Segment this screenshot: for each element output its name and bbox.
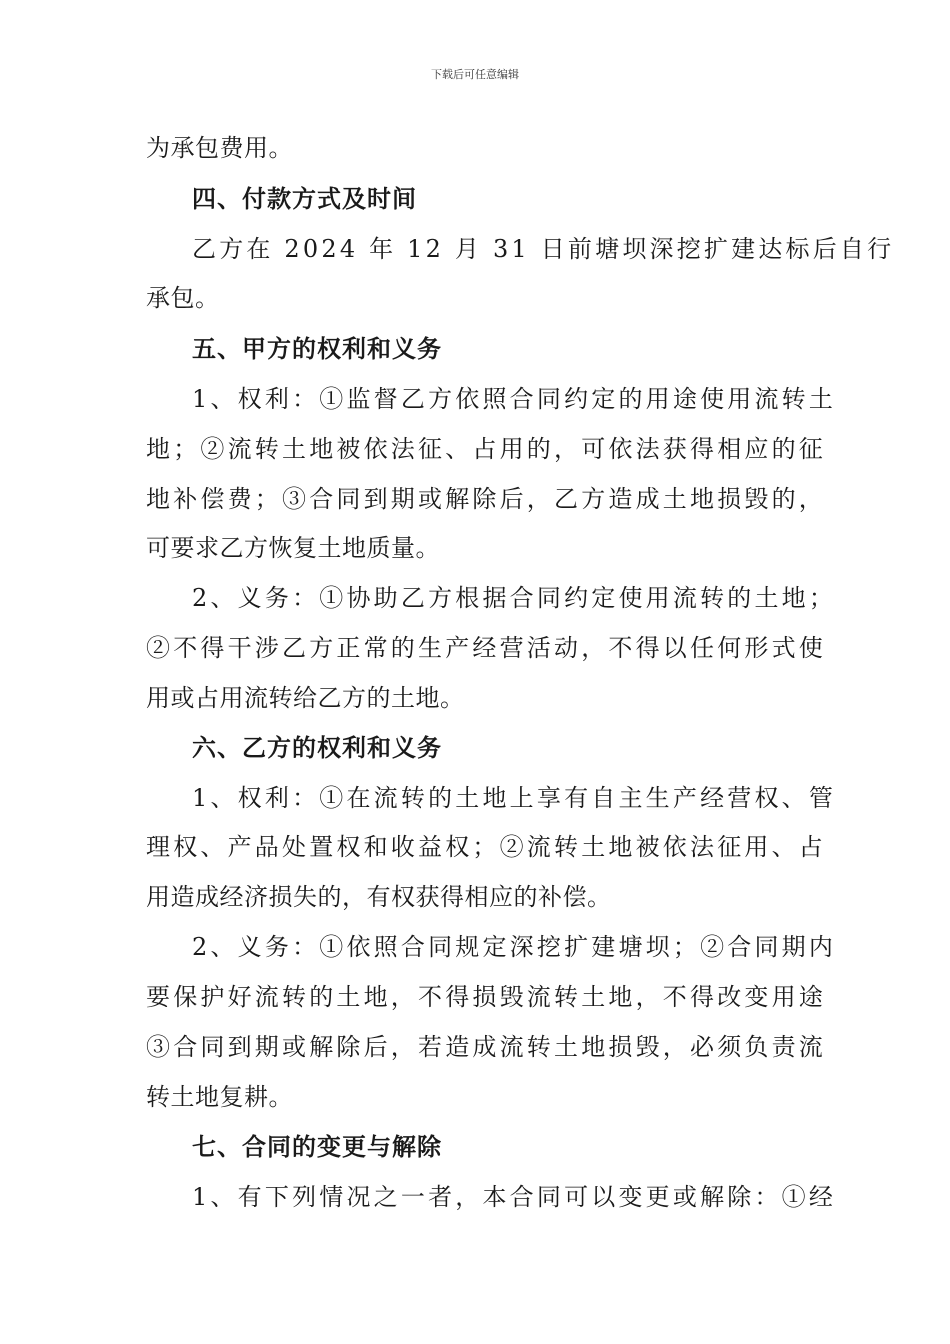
text-line: 地；②流转土地被依法征、占用的，可依法获得相应的征	[146, 435, 826, 463]
text-line: 用造成经济损失的，有权获得相应的补偿。	[146, 883, 612, 911]
text-line: 为承包费用。	[146, 134, 293, 162]
text-line: 乙方在 2024 年 12 月 31 日前塘坝深挖扩建达标后自行	[192, 235, 895, 263]
text-line: 用或占用流转给乙方的土地。	[146, 684, 465, 712]
text-line: 1、权利：①在流转的土地上享有自主生产经营权、管	[192, 784, 837, 812]
text-line: 1、有下列情况之一者，本合同可以变更或解除：①经	[192, 1183, 837, 1211]
text-line: 要保护好流转的土地，不得损毁流转土地，不得改变用途	[146, 983, 826, 1011]
text-line: 可要求乙方恢复土地质量。	[146, 534, 440, 562]
section-heading: 五、甲方的权利和义务	[192, 335, 442, 363]
section-heading: 六、乙方的权利和义务	[192, 734, 442, 762]
text-line: ②不得干涉乙方正常的生产经营活动，不得以任何形式使	[146, 634, 826, 662]
text-line: 2、义务：①依照合同规定深挖扩建塘坝；②合同期内	[192, 933, 837, 961]
page-header: 下载后可任意编辑	[431, 68, 519, 81]
text-line: ③合同到期或解除后，若造成流转土地损毁，必须负责流	[146, 1033, 826, 1061]
text-line: 理权、产品处置权和收益权；②流转土地被依法征用、占	[146, 833, 826, 861]
text-line: 2、义务：①协助乙方根据合同约定使用流转的土地；	[192, 584, 837, 612]
text-line: 转土地复耕。	[146, 1083, 293, 1111]
section-heading: 七、合同的变更与解除	[192, 1133, 442, 1161]
text-line: 地补偿费；③合同到期或解除后，乙方造成土地损毁的，	[146, 485, 826, 513]
section-heading: 四、付款方式及时间	[192, 185, 417, 213]
text-line: 1、权利：①监督乙方依照合同约定的用途使用流转土	[192, 385, 837, 413]
text-line: 承包。	[146, 284, 220, 312]
